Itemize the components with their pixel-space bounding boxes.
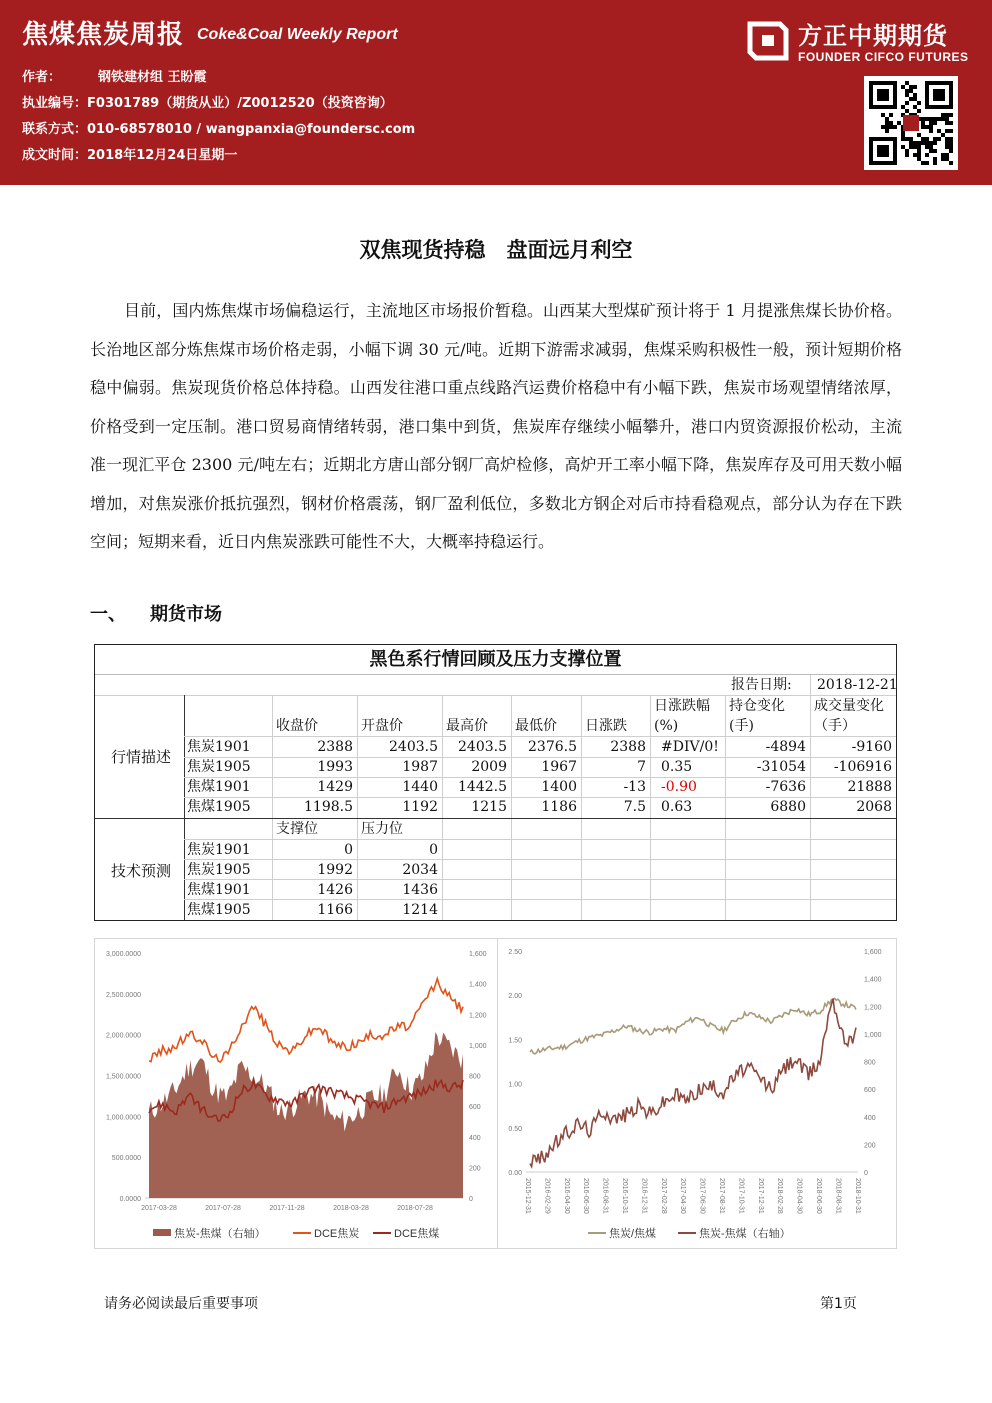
- table-cell-oi: -4894: [765, 739, 806, 755]
- table-row-name: 焦炭1905: [187, 862, 251, 878]
- x-tick: 2015-12-31: [524, 1178, 531, 1214]
- chart-coke-coal-ratio: [498, 939, 898, 1248]
- y-tick-right: 200: [864, 1142, 876, 1150]
- x-tick: 2017-04-30: [679, 1178, 687, 1214]
- x-tick: 2016-06-30: [582, 1178, 590, 1214]
- legend-label: DCE焦炭: [314, 1228, 360, 1240]
- col-header-oi: 持仓变化: [729, 698, 785, 714]
- y-tick-left: 1.50: [508, 1037, 522, 1045]
- y-tick-right: 1,400: [864, 976, 882, 984]
- col-header-volume-unit: （手）: [814, 718, 856, 734]
- table-cell-vol: 21888: [847, 779, 892, 795]
- y-tick-right: 1,600: [469, 951, 487, 958]
- y-tick-right: 400: [864, 1114, 876, 1122]
- qr-code: [864, 76, 958, 170]
- table-cell-low: 1400: [541, 779, 577, 795]
- table-cell-high: 2009: [471, 759, 507, 775]
- y-tick-right: 1,400: [469, 981, 487, 989]
- table-cell-close: 1993: [317, 759, 353, 775]
- y-tick-right: 0: [864, 1170, 868, 1177]
- x-tick: 2017-11-28: [269, 1205, 305, 1212]
- y-tick-right: 800: [469, 1073, 481, 1081]
- table-title: 黑色系行情回顾及压力支撑位置: [95, 645, 896, 675]
- y-tick-right: 800: [864, 1059, 876, 1067]
- table-cell-high: 1442.5: [458, 779, 507, 795]
- y-tick-left: 0.00: [508, 1170, 522, 1177]
- table-row-name: 焦煤1905: [187, 799, 251, 815]
- y-tick-right: 1,600: [864, 949, 882, 956]
- y-tick-left: 2.50: [508, 949, 522, 956]
- table-cell-pct: #DIV/0!: [661, 739, 719, 755]
- y-tick-right: 0: [469, 1196, 473, 1203]
- table-cell-close: 1429: [317, 779, 353, 795]
- table-cell-close: 1198.5: [304, 799, 353, 815]
- table-cell-low: 1967: [541, 759, 577, 775]
- table-row-name: 焦煤1901: [187, 779, 251, 795]
- table-row-name: 焦炭1905: [187, 759, 251, 775]
- table-cell-oi: 6880: [770, 799, 806, 815]
- y-tick-left: 0.0000: [119, 1196, 141, 1203]
- series-line: [149, 979, 463, 1063]
- y-tick-right: 1,000: [469, 1042, 487, 1050]
- col-header-pct: 日涨跌幅: [654, 698, 710, 714]
- x-tick: 2018-03-28: [333, 1205, 369, 1212]
- section-title: 期货市场: [150, 604, 222, 625]
- x-tick: 2018-08-31: [834, 1178, 842, 1214]
- author-line: [22, 66, 207, 85]
- table-cell-chg: 7: [637, 759, 646, 775]
- y-tick-left: 2,000.0000: [105, 1032, 141, 1040]
- x-tick: 2018-04-30: [795, 1178, 803, 1214]
- x-tick: 2017-07-28: [205, 1205, 241, 1212]
- date-line: [22, 144, 237, 163]
- contact-label: 联系方式：: [22, 122, 88, 137]
- contact-value: 010-68578010 / wangpanxia@foundersc.com: [87, 122, 416, 137]
- table-row-name: 焦煤1905: [187, 902, 251, 918]
- x-tick: 2018-06-30: [815, 1178, 822, 1214]
- y-tick-right: 400: [469, 1134, 481, 1142]
- report-header: [0, 0, 992, 185]
- report-date-label: 报告日期:: [731, 677, 792, 693]
- x-tick: 2016-02-29: [543, 1178, 551, 1214]
- table-row-name: 焦炭1901: [187, 739, 251, 755]
- report-title: 焦煤焦炭周报: [22, 20, 185, 50]
- table-cell-pct: 0.35: [661, 759, 693, 775]
- x-tick: 2016-04-30: [562, 1178, 570, 1214]
- table-cell-low: 2376.5: [528, 739, 577, 755]
- contact-line: [22, 118, 415, 137]
- logo-english-name: FOUNDER CIFCO FUTURES: [798, 50, 969, 64]
- y-tick-right: 1,200: [864, 1004, 882, 1012]
- y-tick-left: 500.0000: [111, 1155, 141, 1163]
- table-cell-resistance: 1436: [402, 882, 438, 898]
- x-tick: 2016-08-31: [601, 1178, 609, 1214]
- col-header-pct-unit: (%): [654, 718, 679, 734]
- table-cell-chg: 7.5: [623, 799, 646, 815]
- y-tick-right: 600: [864, 1087, 876, 1095]
- x-tick: 2017-10-31: [737, 1178, 745, 1214]
- x-tick: 2016-12-31: [640, 1178, 648, 1214]
- table-cell-support: 1992: [317, 862, 353, 878]
- company-logo: [746, 16, 976, 68]
- table-cell-vol: -9160: [851, 739, 892, 755]
- article-paragraph: 目前，国内炼焦煤市场偏稳运行，主流地区市场报价暂稳。山西某大型煤矿预计将于 1 月提涨焦煤长协价格。长治地区部分炼焦煤市场价格走弱，小幅下调 30 元/吨。近期下游需求减弱，焦煤采购积极性一般，预计短期价格稳中偏弱。焦炭现货价格总体持稳。山西发往港口重点线路汽运费价格稳中有小幅下跌，焦炭市场观望情绪浓厚，价格受到一定压制。港口贸易商情绪转弱，港口集中到货，焦炭库存继续小幅攀升，港口内贸资源报价松动，主流准一现汇平仓 2300 元/吨左右；近期北方唐山部分钢厂高炉检修，高炉开工率小幅下降，焦炭库存及可用天数小幅增加，对焦炭涨价抵抗强烈，钢材价格震荡，钢厂盈利低位，多数北方钢企对后市持看稳观点，部分认为存在下跌空间；短期来看，近日内焦炭涨跌可能性不大，大概率持稳运行。: [90, 301, 902, 551]
- table-cell-resistance: 0: [429, 842, 438, 858]
- series-line: [530, 998, 856, 1053]
- col-header-support: 支撑位: [276, 821, 318, 837]
- col-header-oi-unit: (手): [729, 718, 754, 734]
- table-cell-pct: 0.63: [661, 799, 693, 815]
- col-header-resistance: 压力位: [361, 821, 403, 837]
- table-cell-vol: 2068: [856, 799, 892, 815]
- license-value: F0301789（期货从业）/Z0012520（投资咨询）: [87, 96, 393, 111]
- col-header-volume: 成交量变化: [814, 698, 884, 714]
- x-tick: 2017-12-31: [756, 1178, 764, 1214]
- section-heading: [90, 600, 222, 626]
- author-label: 作者：: [22, 70, 62, 85]
- table-cell-open: 2403.5: [389, 739, 438, 755]
- y-tick-right: 1,200: [469, 1012, 487, 1020]
- y-tick-left: 2.00: [508, 993, 522, 1001]
- col-header-close: 收盘价: [276, 718, 318, 734]
- article-title: 双焦现货持稳 盘面远月利空: [359, 238, 633, 262]
- legend-label: 焦炭-焦煤（右轴）: [174, 1228, 266, 1240]
- table-cell-open: 1440: [402, 779, 438, 795]
- x-tick: 2018-02-28: [776, 1178, 784, 1214]
- x-tick: 2017-03-28: [141, 1205, 177, 1212]
- x-tick: 2017-06-30: [698, 1178, 706, 1214]
- table-cell-low: 1186: [541, 799, 577, 815]
- table-cell-pct: -0.90: [661, 779, 697, 795]
- section-number: 一、: [90, 604, 126, 625]
- legend-label: DCE焦煤: [394, 1228, 440, 1240]
- license-label: 执业编号：: [22, 96, 88, 111]
- table-row-name: 焦煤1901: [187, 882, 251, 898]
- y-tick-left: 3,000.0000: [105, 951, 141, 958]
- group-label-technical: 技术预测: [111, 862, 172, 880]
- license-line: [22, 92, 393, 111]
- report-date-value: 2018-12-21: [817, 677, 898, 693]
- y-tick-left: 1,500.0000: [105, 1073, 141, 1081]
- table-cell-resistance: 2034: [402, 862, 438, 878]
- author-value: 钢铁建材组 王盼霞: [98, 70, 207, 85]
- table-cell-vol: -106916: [833, 759, 892, 775]
- table-cell-chg: 2388: [610, 739, 646, 755]
- table-cell-open: 1192: [402, 799, 438, 815]
- table-cell-open: 1987: [402, 759, 438, 775]
- x-tick: 2017-02-28: [659, 1178, 667, 1214]
- series-line: [530, 999, 856, 1167]
- table-cell-support: 1426: [317, 882, 353, 898]
- table-cell-oi: -31054: [756, 759, 806, 775]
- y-tick-left: 2,500.0000: [105, 991, 141, 999]
- market-table: [94, 644, 897, 921]
- x-tick: 2016-10-31: [621, 1178, 628, 1214]
- legend-swatch: [153, 1229, 171, 1236]
- table-cell-support: 0: [344, 842, 353, 858]
- report-subtitle: Coke&Coal Weekly Report: [197, 26, 398, 43]
- table-cell-close: 2388: [317, 739, 353, 755]
- qr-code-icon: [869, 81, 953, 165]
- legend-label: 焦炭/焦煤: [609, 1228, 657, 1240]
- page-number: 第1页: [820, 1296, 857, 1312]
- table-row-name: 焦炭1901: [187, 842, 251, 858]
- y-tick-left: 0.50: [508, 1125, 522, 1133]
- date-value: 2018年12月24日星期一: [87, 148, 238, 163]
- table-cell-high: 2403.5: [458, 739, 507, 755]
- chart-coke-coal-price: [95, 939, 495, 1248]
- footer-disclaimer: 请务必阅读最后重要事项: [104, 1296, 258, 1312]
- y-tick-right: 600: [469, 1104, 481, 1112]
- table-cell-chg: -13: [623, 779, 646, 795]
- y-tick-left: 1.00: [508, 1081, 522, 1089]
- founder-logo-icon: [746, 18, 790, 62]
- charts-panel: [94, 938, 897, 1249]
- y-tick-right: 1,000: [864, 1031, 882, 1039]
- x-tick: 2017-08-31: [718, 1178, 725, 1214]
- col-header-low: 最低价: [515, 718, 557, 734]
- legend-label: 焦炭-焦煤（右轴）: [699, 1228, 791, 1240]
- col-header-high: 最高价: [446, 718, 488, 734]
- x-tick: 2018-07-28: [397, 1205, 433, 1212]
- series-area: [149, 1032, 463, 1198]
- col-header-open: 开盘价: [361, 718, 403, 734]
- y-tick-left: 1,000.0000: [105, 1114, 141, 1122]
- date-label: 成文时间：: [22, 148, 88, 163]
- table-cell-high: 1215: [471, 799, 507, 815]
- y-tick-right: 200: [469, 1165, 481, 1173]
- table-cell-resistance: 1214: [402, 902, 438, 918]
- group-label-market: 行情描述: [111, 748, 172, 766]
- table-cell-support: 1166: [317, 902, 353, 918]
- table-cell-oi: -7636: [765, 779, 806, 795]
- logo-chinese-name: 方正中期期货: [798, 22, 948, 50]
- col-header-change: 日涨跌: [585, 718, 627, 734]
- x-tick: 2018-10-31: [853, 1178, 861, 1214]
